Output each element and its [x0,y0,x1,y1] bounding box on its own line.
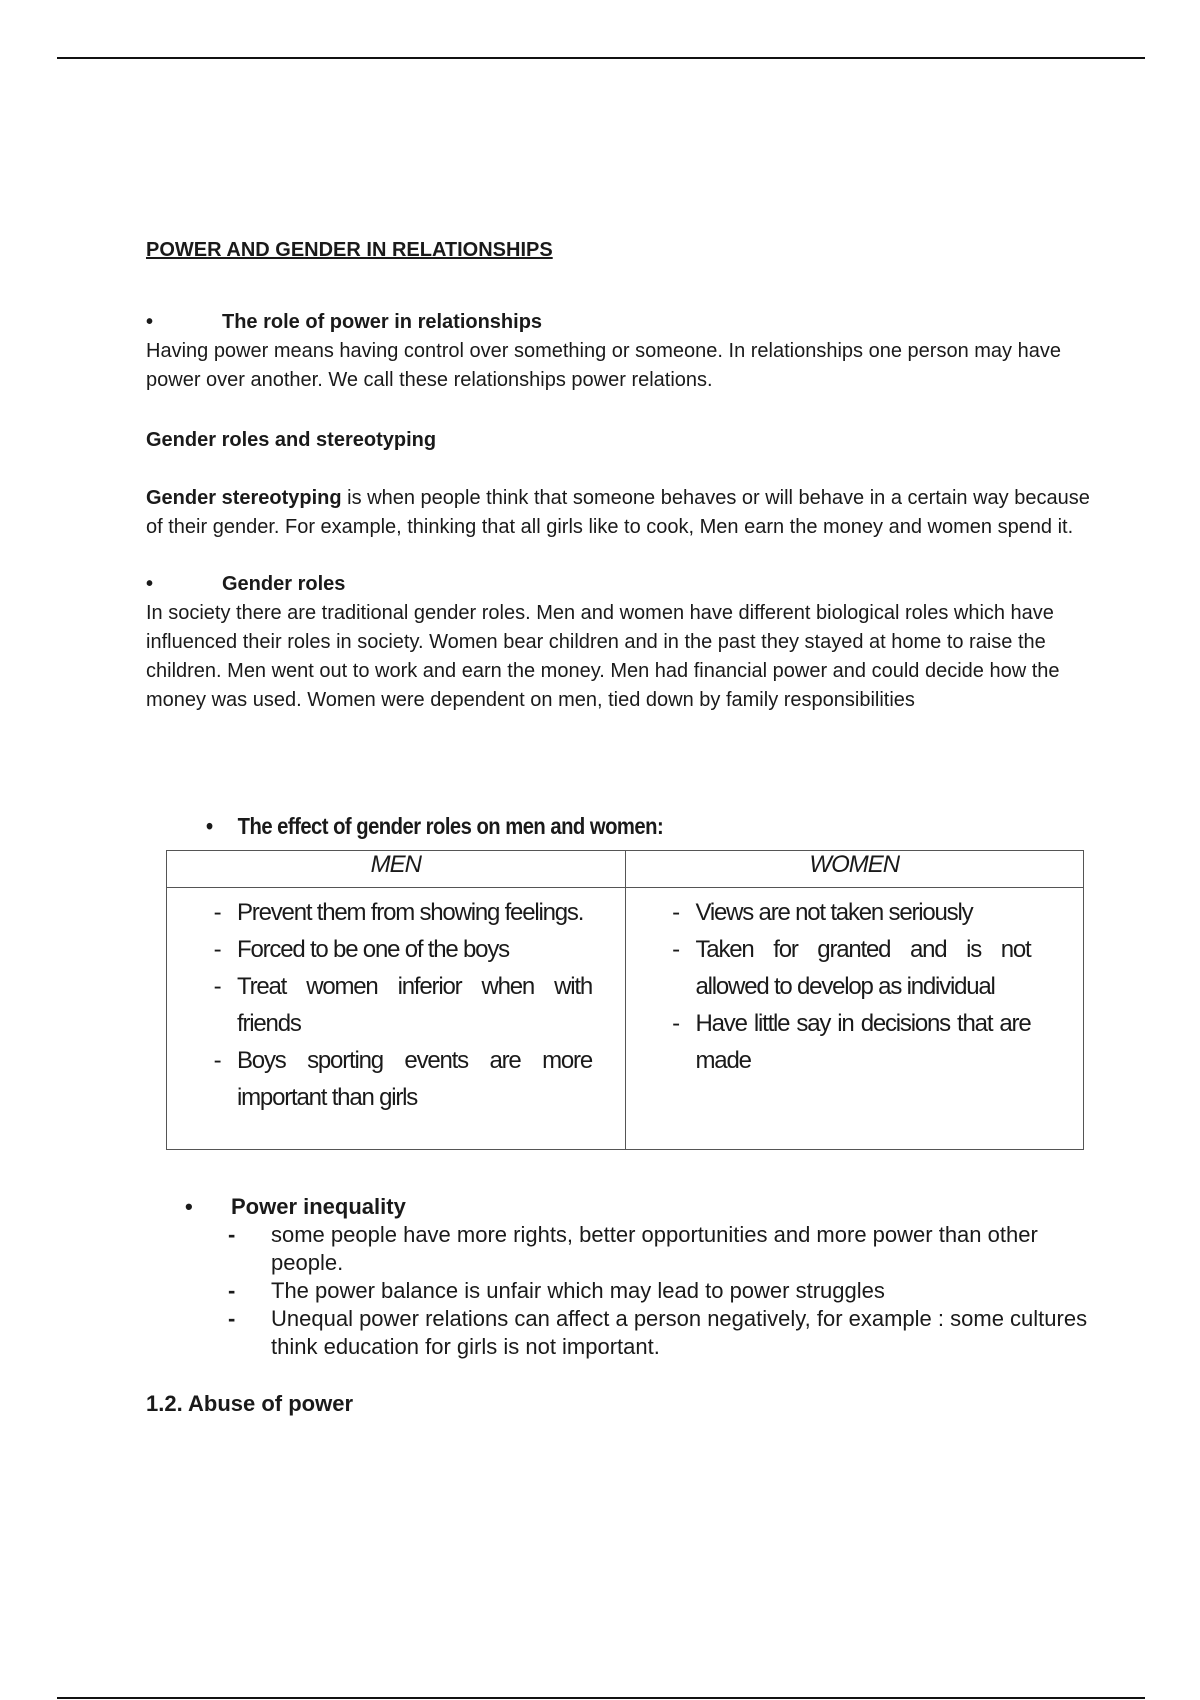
role-of-power-heading-text: The role of power in relationships [222,311,543,333]
women-effects-list [626,894,1031,1079]
footer-rule [57,1697,1145,1699]
stereotyping-paragraph [146,484,1091,542]
dash-marker: - [672,936,679,963]
list-item [228,1221,1115,1277]
list-item-text: Prevent them from showing feelings. [237,899,584,926]
dash-marker: - [228,1306,236,1331]
women-effects-cell [625,888,1084,1150]
list-item-text: some people have more rights, better opportunities and more power than other people. [271,1222,1038,1275]
stereotyping-heading: Gender roles and stereotyping [146,429,437,451]
effects-table [166,850,1084,1150]
men-effects-list [167,894,592,1116]
effects-heading [206,813,663,840]
header-rule [57,57,1145,59]
list-item [228,1277,1115,1305]
list-item [197,968,592,1042]
dash-marker: - [213,936,221,963]
dash-marker: - [213,1047,221,1074]
effects-heading-text: The effect of gender roles on men and women: [237,813,664,839]
list-item-text: Have little say in decisions that are made [695,1010,1031,1074]
dash-marker: - [228,1278,236,1303]
power-inequality-list [185,1221,1115,1361]
bullet-icon: • [206,813,213,839]
men-effects-cell [167,888,626,1150]
column-header-women: WOMEN [625,851,1084,888]
page-title: POWER AND GENDER IN RELATIONSHIPS [146,239,553,261]
power-inequality-heading-text: Power inequality [231,1194,406,1219]
dash-marker: - [213,899,221,926]
list-item [197,931,592,968]
column-header-men: MEN [167,851,626,888]
bullet-icon: • [185,1194,193,1219]
list-item-text: Forced to be one of the boys [237,936,509,963]
dash-marker: - [672,1010,679,1037]
bullet-icon: • [146,573,154,595]
list-item-text: Treat women inferior when with friends [237,973,592,1037]
list-item-text: The power balance is unfair which may lead to power struggles [271,1278,885,1303]
stereotyping-term: Gender stereotyping [146,487,342,509]
power-inequality-section [185,1193,1115,1361]
gender-roles-paragraph: In society there are traditional gender roles. Men and women have different biological roles which have influenced their roles in society. Women bear children and in the past they stayed at home to raise the children. Men went out to work and earn the money. Men had financial power and could decide how the money was used. Women were dependent on men, tied down by family responsibilities [146,602,1060,711]
list-item [656,1005,1031,1079]
bullet-icon: • [146,311,154,333]
gender-roles-heading-text: Gender roles [222,573,346,595]
dash-marker: - [672,899,679,926]
list-item-text: Taken for granted and is not allowed to develop as individual [695,936,1031,1000]
document-body [146,236,1091,715]
role-of-power-paragraph: Having power means having control over something or someone. In relationships one person may have power over another. We call these relationships power relations. [146,340,1061,391]
list-item-text: Unequal power relations can affect a person negatively, for example : some cultures think education for girls is not important. [271,1306,1088,1359]
list-item-text: Views are not taken seriously [695,899,973,926]
list-item [656,894,1031,931]
list-item [228,1305,1115,1361]
dash-marker: - [213,973,221,1000]
stereotyping-definition: is when people think that someone behaves or will behave in a certain way because of their gender. For example, thinking that all girls like to cook, Men earn the money and women spend it. [146,487,1090,538]
role-of-power-heading [146,308,1091,337]
list-item [656,931,1031,1005]
power-inequality-heading [185,1193,1115,1221]
list-item [197,1042,592,1116]
dash-marker: - [228,1222,236,1247]
list-item-text: Boys sporting events are more important than girls [237,1047,592,1111]
abuse-of-power-heading: 1.2. Abuse of power [146,1391,354,1416]
gender-roles-heading [146,570,1091,599]
list-item [197,894,592,931]
